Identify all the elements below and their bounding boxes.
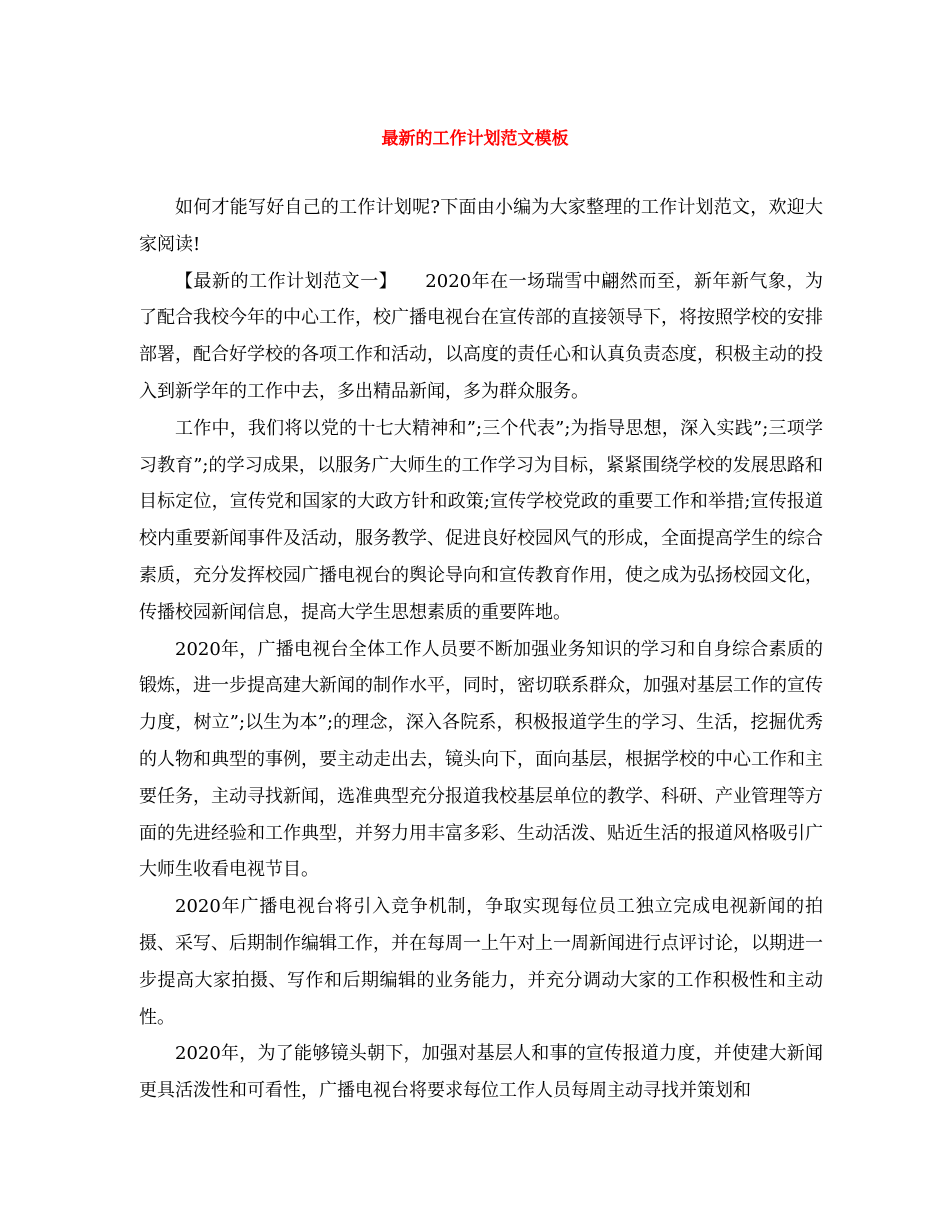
- paragraph-plan-one: 【最新的工作计划范文一】 2020年在一场瑞雪中翩然而至，新年新气象，为了配合我校今年的中心工作，校广播电视台在宣传部的直接领导下，将按照学校的安排部署，配合好学校的各项工作和活动，以高度的责任心和认真负责态度，积极主动的投入到新学年的工作中去，多出精品新闻，多为群众服务。: [139, 270, 823, 402]
- paragraph-staff-training: 2020年，广播电视台全体工作人员要不断加强业务知识的学习和自身综合素质的锻炼，进一步提高建大新闻的制作水平，同时，密切联系群众，加强对基层工作的宣传力度，树立”;以生为本”;的理念，深入各院系，积极报道学生的学习、生活，挖掘优秀的人物和典型的事例，要主动走出去，镜头向下，面向基层，根据学校的中心工作和主要任务，主动寻找新闻，选准典型充分报道我校基层单位的教学、科研、产业管理等方面的先进经验和工作典型，并努力用丰富多彩、生动活泼、贴近生活的报道风格吸引广大师生收看电视节目。: [139, 638, 823, 881]
- paragraph-grassroots: 2020年，为了能够镜头朝下，加强对基层人和事的宣传报道力度，并使建大新闻更具活泼性和可看性，广播电视台将要求每位工作人员每周主动寻找并策划和: [139, 1043, 823, 1102]
- document-body: [139, 190, 823, 1110]
- paragraph-intro: 如何才能写好自己的工作计划呢?下面由小编为大家整理的工作计划范文，欢迎大家阅读!: [139, 197, 823, 255]
- document-title: 最新的工作计划范文模板: [381, 129, 569, 149]
- paragraph-competition: 2020年广播电视台将引入竞争机制，争取实现每位员工独立完成电视新闻的拍摄、采写、后期制作编辑工作，并在每周一上午对上一周新闻进行点评讨论，以期进一步提高大家拍摄、写作和后期编辑的业务能力，并充分调动大家的工作积极性和主动性。: [139, 896, 823, 1028]
- paragraph-guiding-thought: 工作中，我们将以党的十七大精神和”;三个代表”;为指导思想，深入实践”;三项学习教育”;的学习成果，以服务广大师生的工作学习为目标，紧紧围绕学校的发展思路和目标定位，宣传党和国家的大政方针和政策;宣传学校党政的重要工作和举措;宣传报道校内重要新闻事件及活动，服务教学、促进良好校园风气的形成，全面提高学生的综合素质，充分发挥校园广播电视台的舆论导向和宣传教育作用，使之成为弘扬校园文化，传播校园新闻信息，提高大学生思想素质的重要阵地。: [139, 417, 823, 623]
